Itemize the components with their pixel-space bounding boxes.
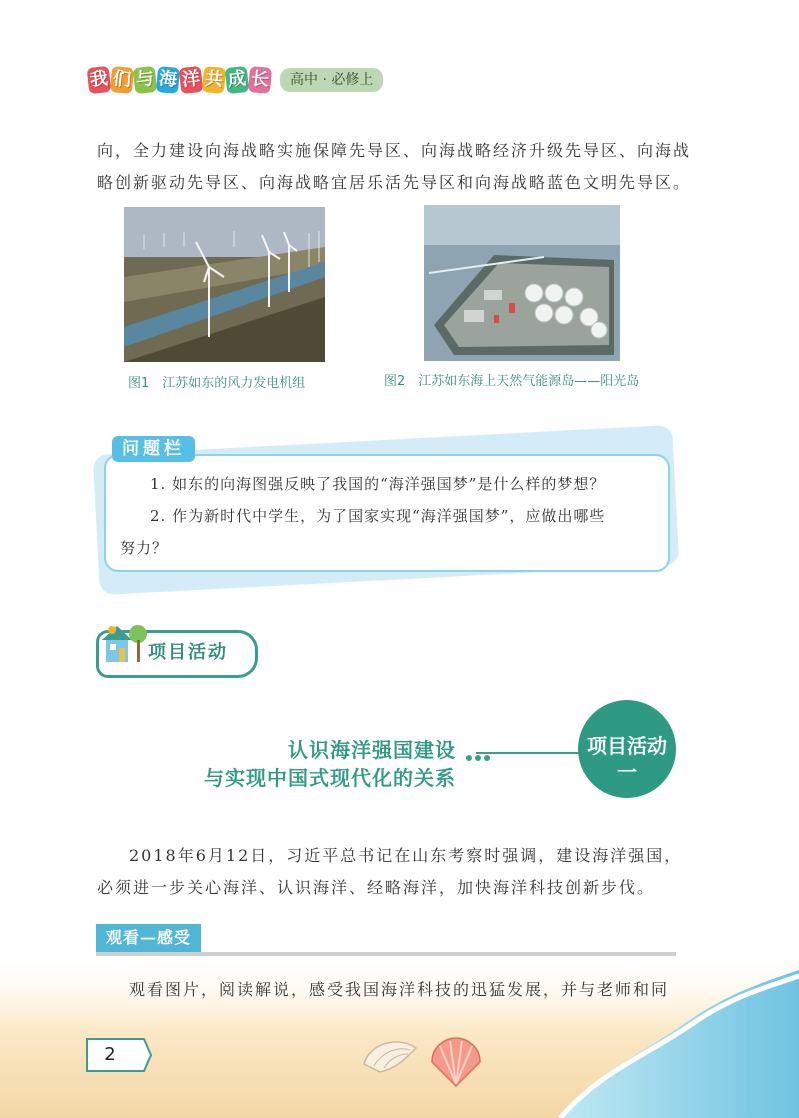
series-char: 成 [225,66,250,94]
figure-2-caption: 图2 江苏如东海上天然气能源岛——阳光岛 [384,374,640,389]
house-tree-icon [98,618,150,668]
look-feel-paragraph: 观看图片，阅读解说，感受我国海洋科技的迅猛发展，并与老师和同 [129,980,670,999]
question-2-continued: 努力？ [120,539,169,557]
activity-badge-label: 项目活动 [587,734,667,758]
series-char: 长 [248,66,272,94]
look-feel-tag: 观看—感受 [96,924,201,952]
series-char: 海 [156,66,180,94]
activity-title-line-1: 认识海洋强国建设 [288,738,456,762]
series-char: 们 [110,66,134,94]
series-char: 洋 [179,66,204,94]
series-char: 共 [202,66,226,94]
energy-island-photo [424,205,620,361]
look-feel-divider [96,952,676,956]
intro-paragraph: 向，全力建设向海战略实施保障先导区、向海战略经济升级先导区、向海战略创新驱动先导区、向海战略宜居乐活先导区和向海战略蓝色文明先导区。 [97,141,692,192]
question-2: 2. 作为新时代中学生，为了国家实现“海洋强国梦”，应做出哪些 [150,507,606,525]
connector-line [476,752,586,754]
activity-number-badge [578,700,676,798]
series-logo [88,64,383,96]
seashell-icon [360,1034,420,1076]
project-activity-label: 项目活动 [148,642,228,663]
series-char: 我 [87,66,112,94]
activity-title-line-2: 与实现中国式现代化的关系 [204,766,456,790]
question-1: 1. 如东的向海图强反映了我国的“海洋强国梦”是什么样的梦想？ [150,475,606,493]
figure-1-caption: 图1 江苏如东的风力发电机组 [128,376,306,391]
scallop-shell-icon [428,1036,484,1088]
page-arrow-icon [132,1038,152,1072]
grade-level-label: 高中 · 必修上 [280,68,383,92]
page-number-tag [86,1038,132,1072]
activity-paragraph: 2018年6月12日，习近平总书记在山东考察时强调，建设海洋强国，必须进一步关心海洋、认识海洋、经略海洋，加快海洋科技创新步伐。 [97,846,683,897]
page-number: 2 [86,1038,132,1072]
activity-badge-number: 一 [617,760,637,784]
series-char: 与 [133,66,158,94]
connector-dots [466,746,493,765]
question-box-tag: 问题栏 [112,436,195,462]
wind-turbine-photo [124,207,325,362]
